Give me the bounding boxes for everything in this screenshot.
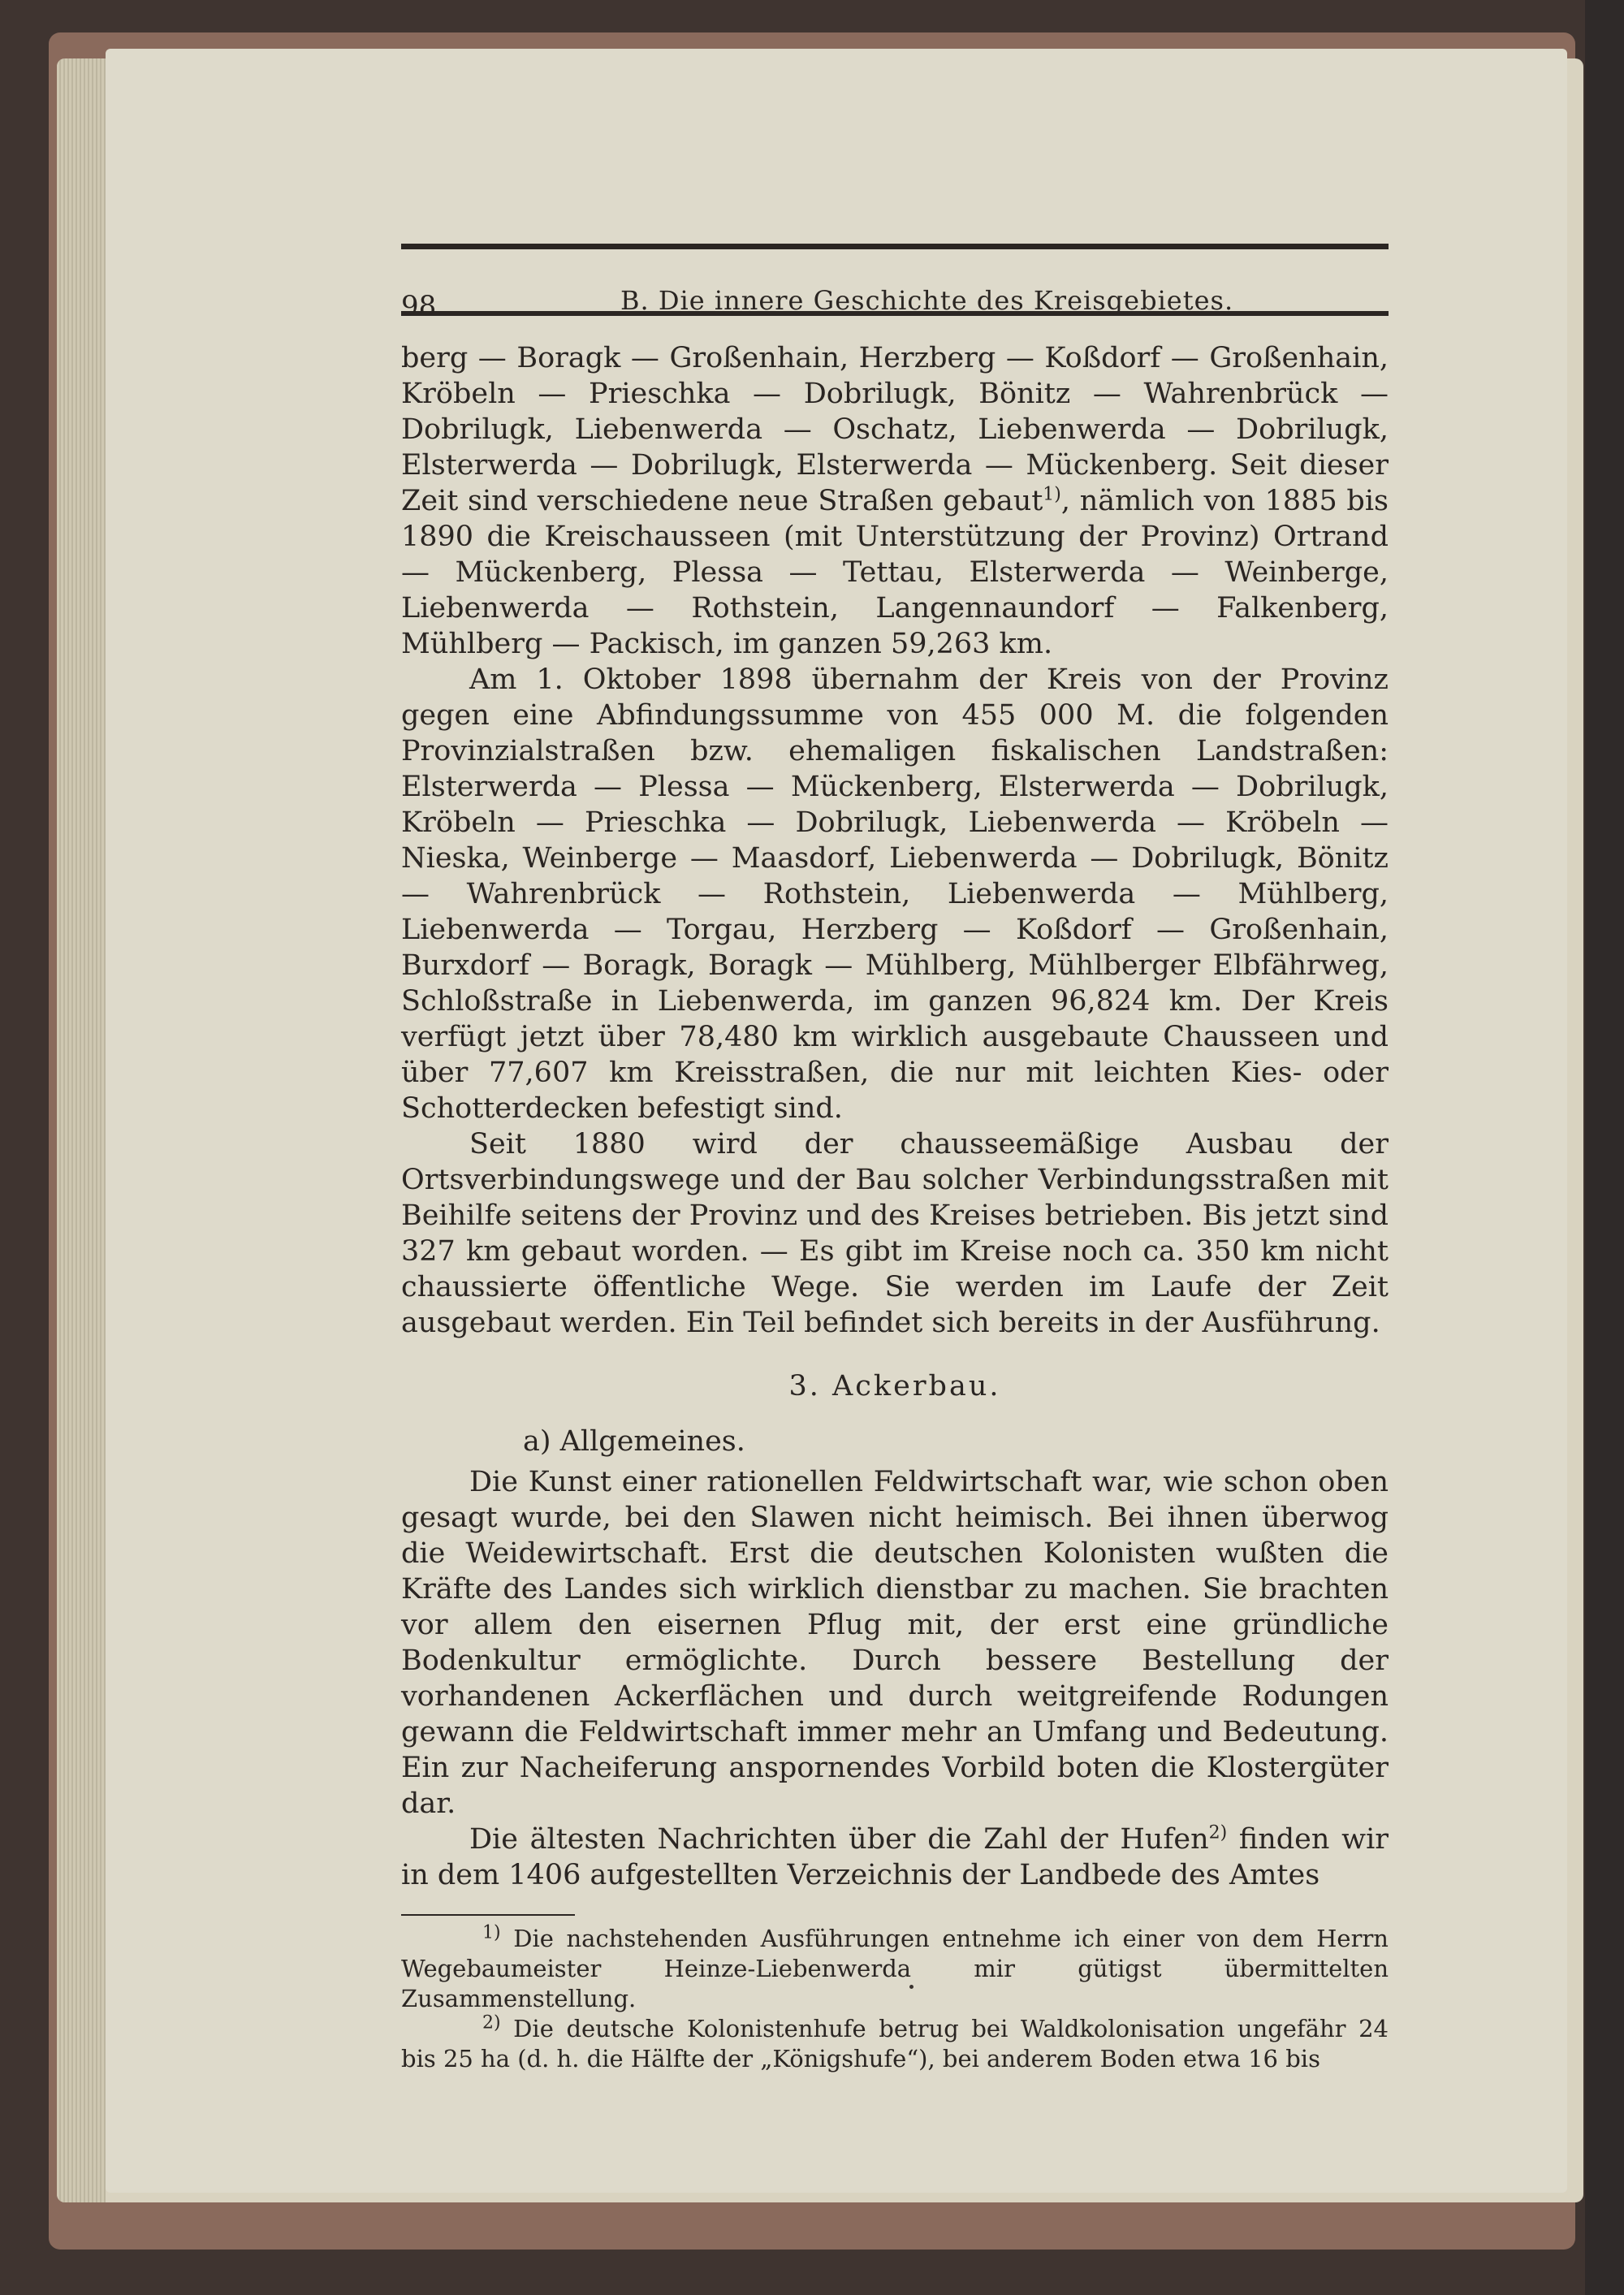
running-title: B. Die innere Geschichte des Kreisgebietes. — [620, 285, 1234, 316]
paragraph-text: finden wir in dem 1406 aufgestellten Verzeichnis der Landbede des Amtes — [401, 1823, 1389, 1891]
adjacent-page-shadow — [1585, 0, 1624, 2295]
paragraph-local-roads: Seit 1880 wird der chausseemäßige Ausbau der Ortsverbindungswege und der Bau solcher Verbindungsstraßen mit Beihilfe seitens der Provinz und des Kreises betrieben. Bis jetzt sind 327 km gebaut worden. — Es gibt im Kreise noch ca. 350 km nicht chaussierte öffentliche Wege. Sie werden im Laufe der Zeit ausgebaut werden. Ein Teil befindet sich bereits in der Ausführung. — [401, 1128, 1389, 1339]
footnote-ref-2: 2) — [1208, 1822, 1228, 1843]
section-heading: 3. Ackerbau. — [788, 1370, 1001, 1402]
footnote-2 — [401, 2014, 1389, 2074]
page-edges — [57, 58, 106, 2202]
footnote-1 — [401, 1924, 1389, 2014]
body-text — [401, 340, 1389, 1893]
paragraph-roads-built — [401, 340, 1389, 662]
page-number: 98 — [401, 290, 437, 322]
footnote-text: Die deutsche Kolonistenhufe betrug bei Waldkolonisation ungefähr 24 bis 25 ha (d. h. die Hälfte der „Königshufe“), bei anderem Boden etwa 16 bis — [401, 2015, 1389, 2072]
page-content — [401, 244, 1389, 2074]
paragraph-province-roads: Am 1. Oktober 1898 übernahm der Kreis von der Provinz gegen eine Abfindungssumme von 455 000 M. die folgenden Provinzialstraßen bzw. ehemaligen fiskalischen Landstraßen: Elsterwerda — Plessa — Mückenberg, Elsterwerda — Dobrilugk, Kröbeln — Prieschka — Dobrilugk, Liebenwerda — Kröbeln — Nieska, Weinberge — Maasdorf, Liebenwerda — Dobrilugk, Bönitz — Wahrenbrück — Rothstein, Liebenwerda — Mühlberg, Liebenwerda — Torgau, Herzberg — Koßdorf — Großenhain, Burxdorf — Boragk, Boragk — Mühlberg, Mühlberger Elbfährweg, Schloßstraße in Liebenwerda, im ganzen 96,824 km. Der Kreis verfügt jetzt über 78,480 km wirklich ausgebaute Chausseen und über 77,607 km Kreisstraßen, die nur mit leichten Kies- oder Schotterdecken befestigt sind. — [401, 663, 1389, 1125]
footnote-rule — [401, 1914, 575, 1916]
running-header — [401, 259, 1389, 322]
footnote-mark: 2) — [482, 2012, 501, 2034]
paragraph-text: , nämlich von 1885 bis 1890 die Kreischausseen (mit Unterstützung der Provinz) Ortrand — Mückenberg, Plessa — Tettau, Elsterwerda — Weinberge, Liebenwerda — Rothstein, Langennaundorf — Falkenberg, Mühlberg — Packisch, im ganzen 59,263 km. — [401, 485, 1389, 660]
subheading: a) Allgemeines. — [523, 1425, 745, 1458]
footnote-text: Die nachstehenden Ausführungen entnehme ich einer von dem Herrn Wegebaumeister Heinze-Liebenwerda mir gütigst übermittelten Zusammenstellung. — [401, 1925, 1389, 2012]
footnote-ref-1: 1) — [1043, 484, 1061, 505]
paragraph-agriculture: Die Kunst einer rationellen Feldwirtschaft war, wie schon oben gesagt wurde, bei den Slawen nicht heimisch. Bei ihnen überwog die Weidewirtschaft. Erst die deutschen Kolonisten wußten die Kräfte des Landes sich wirklich dienstbar zu machen. Sie brachten vor allem den eisernen Pflug mit, der erst eine gründliche Bodenkultur ermöglichte. Durch bessere Bestellung der vorhandenen Ackerflächen und durch weitgreifende Rodungen gewann die Feldwirtschaft immer mehr an Umfang und Bedeutung. Ein zur Nacheiferung anspornendes Vorbild boten die Klostergüter dar. — [401, 1466, 1389, 1820]
paragraph-text: berg — Boragk — Großenhain, Herzberg — Koßdorf — Großenhain, Kröbeln — Prieschka — Dobrilugk, Bönitz — Wahrenbrück — Dobrilugk, Liebenwerda — Oschatz, Liebenwerda — Dobrilugk, Elsterwerda — Dobrilugk, Elsterwerda — Mückenberg. Seit dieser Zeit sind verschiedene neue Straßen gebaut — [401, 342, 1389, 517]
ink-speck — [909, 1985, 914, 1989]
paragraph-text: Die ältesten Nachrichten über die Zahl der Hufen — [469, 1823, 1209, 1856]
header-rule-top — [401, 244, 1389, 249]
footnotes — [401, 1924, 1389, 2074]
paragraph-hufen — [401, 1822, 1389, 1893]
footnote-mark: 1) — [482, 1922, 501, 1943]
